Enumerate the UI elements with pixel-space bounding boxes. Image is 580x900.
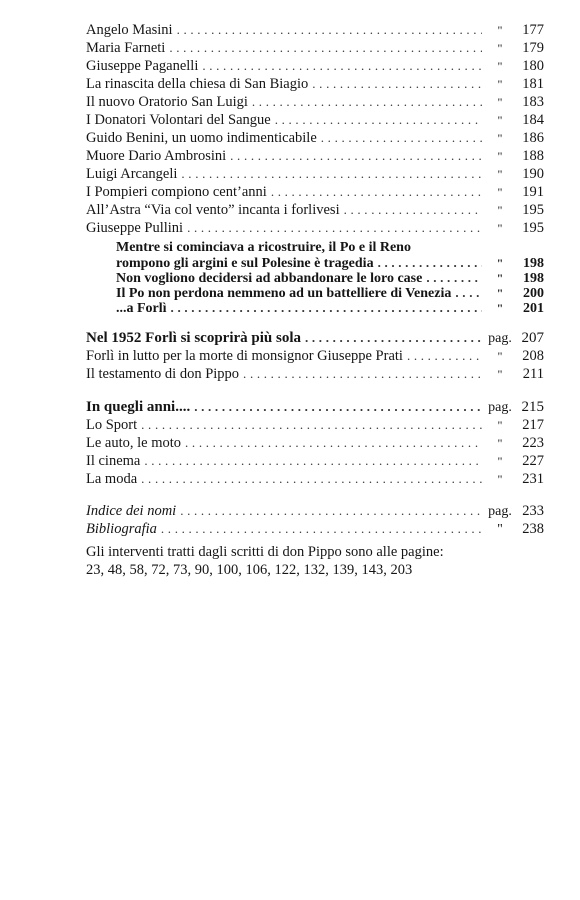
page-number: 208 — [522, 348, 544, 364]
dot-leader — [271, 183, 482, 201]
page-number: 179 — [522, 40, 544, 56]
ditto-mark: " — [497, 23, 503, 37]
toc-entry — [86, 219, 544, 237]
page-number: 227 — [522, 453, 544, 469]
ditto-mark: " — [497, 522, 503, 537]
ditto-mark: " — [497, 149, 503, 163]
ditto-mark: " — [497, 77, 503, 91]
entry-title: Bibliografia — [86, 521, 157, 537]
footnote — [86, 543, 556, 579]
ditto-mark: " — [497, 221, 503, 235]
page-number: 238 — [522, 521, 544, 537]
toc-entry — [86, 452, 544, 470]
ditto-mark: " — [497, 41, 503, 55]
page-number: 183 — [522, 94, 544, 110]
dot-leader — [171, 300, 482, 315]
entry-title: Le auto, le moto — [86, 435, 182, 451]
toc-entry — [86, 39, 544, 57]
entry-title: Il Po non perdona nemmeno ad un battelliere di Venezia — [116, 286, 452, 301]
dot-leader — [161, 520, 482, 538]
footnote-line: Gli interventi tratti dagli scritti di don Pippo sono alle pagine: — [86, 544, 444, 560]
dot-leader — [305, 329, 482, 347]
entry-title: Guido Benini, un uomo indimenticabile — [86, 130, 317, 146]
dot-leader — [275, 111, 482, 129]
dot-leader — [407, 347, 482, 365]
ditto-mark: " — [497, 167, 503, 181]
toc-entry — [86, 165, 544, 183]
page-number: 181 — [522, 76, 544, 92]
dot-leader — [181, 165, 482, 183]
page-number: 188 — [522, 148, 544, 164]
entry-title: Maria Farneti — [86, 40, 166, 56]
page-number: 201 — [523, 301, 544, 316]
entry-title: Il cinema — [86, 453, 141, 469]
ditto-mark: " — [497, 418, 503, 432]
entry-title: Non vogliono decidersi ad abbandonare le loro case — [116, 271, 423, 286]
toc-entry — [86, 201, 544, 219]
toc-entry — [86, 416, 544, 434]
toc-entry — [86, 470, 544, 488]
entry-title: Giuseppe Pullini — [86, 220, 184, 236]
dot-leader — [177, 21, 482, 39]
entry-title: Il nuovo Oratorio San Luigi — [86, 94, 248, 110]
ditto-mark: " — [497, 367, 503, 381]
toc-entry — [86, 347, 544, 365]
toc-section-heading — [86, 398, 544, 416]
dot-leader — [321, 129, 482, 147]
toc-entry — [86, 111, 544, 129]
toc-entry — [86, 129, 544, 147]
entry-title: La moda — [86, 471, 138, 487]
toc-entry — [86, 365, 544, 383]
dot-leader — [194, 398, 482, 416]
toc-entry — [86, 21, 544, 39]
ditto-mark: " — [496, 286, 504, 300]
entry-title: Muore Dario Ambrosini — [86, 148, 227, 164]
entry-title: I Donatori Volontari del Sangue — [86, 112, 271, 128]
toc-entry — [86, 183, 544, 201]
dot-leader — [141, 470, 482, 488]
dot-leader — [185, 434, 482, 452]
dot-leader — [243, 365, 482, 383]
footnote-pages: 23, 48, 58, 72, 73, 90, 100, 106, 122, 132, 139, 143, 203 — [86, 562, 413, 578]
toc-subentry-heading — [86, 240, 544, 255]
ditto-mark: " — [497, 349, 503, 363]
table-of-contents — [86, 21, 544, 538]
entry-title: Giuseppe Paganelli — [86, 58, 199, 74]
pag-label: pag. — [488, 504, 512, 519]
pag-label: pag. — [488, 400, 512, 415]
page-number: 177 — [522, 22, 544, 38]
toc-section-heading — [86, 329, 544, 347]
toc-entry — [86, 502, 544, 520]
entry-title: Mentre si cominciava a ricostruire, il Po e il Reno — [116, 240, 411, 255]
toc-entry — [86, 434, 544, 452]
ditto-mark: " — [497, 472, 503, 486]
ditto-mark: " — [497, 185, 503, 199]
entry-title: Luigi Arcangeli — [86, 166, 178, 182]
page-number: 200 — [523, 286, 544, 301]
page-number: 207 — [521, 330, 544, 346]
page-number: 215 — [521, 399, 544, 415]
ditto-mark: " — [497, 131, 503, 145]
dot-leader — [312, 75, 482, 93]
toc-subentry — [86, 285, 544, 300]
page-number: 186 — [522, 130, 544, 146]
dot-leader — [426, 270, 482, 285]
dot-leader — [202, 57, 482, 75]
entry-title: Lo Sport — [86, 417, 138, 433]
section-title: In quegli anni.... — [86, 399, 191, 415]
ditto-mark: " — [497, 113, 503, 127]
dot-leader — [144, 452, 482, 470]
toc-entry — [86, 147, 544, 165]
dot-leader — [187, 219, 482, 237]
page-number: 195 — [522, 202, 544, 218]
entry-title: Angelo Masini — [86, 22, 173, 38]
entry-title: Indice dei nomi — [86, 503, 177, 519]
dot-leader — [378, 255, 482, 270]
toc-subentry — [86, 300, 544, 315]
page-number: 231 — [522, 471, 544, 487]
entry-title: Il testamento di don Pippo — [86, 366, 240, 382]
dot-leader — [141, 416, 482, 434]
dot-leader — [230, 147, 482, 165]
entry-title: ...a Forlì — [116, 301, 167, 316]
ditto-mark: " — [496, 271, 504, 285]
ditto-mark: " — [496, 301, 504, 315]
toc-entry — [86, 520, 544, 538]
toc-subentry — [86, 270, 544, 285]
toc-entry — [86, 57, 544, 75]
dot-leader — [252, 93, 482, 111]
dot-leader — [455, 285, 482, 300]
toc-entry — [86, 93, 544, 111]
ditto-mark: " — [497, 95, 503, 109]
entry-title: La rinascita della chiesa di San Biagio — [86, 76, 309, 92]
dot-leader — [344, 201, 482, 219]
ditto-mark: " — [497, 203, 503, 217]
page-number: 180 — [522, 58, 544, 74]
page-number: 198 — [523, 271, 544, 286]
pag-label: pag. — [488, 331, 512, 346]
entry-title: rompono gli argini e sul Polesine è tragedia — [116, 256, 374, 271]
entry-title: I Pompieri compiono cent’anni — [86, 184, 267, 200]
entry-title: Forlì in lutto per la morte di monsignor Giuseppe Prati — [86, 348, 403, 364]
page-number: 233 — [522, 503, 544, 519]
entry-title: All’Astra “Via col vento” incanta i forlivesi — [86, 202, 340, 218]
page-number: 217 — [522, 417, 544, 433]
toc-subentry — [86, 255, 544, 270]
dot-leader — [180, 502, 482, 520]
ditto-mark: " — [497, 454, 503, 468]
ditto-mark: " — [497, 436, 503, 450]
section-title: Nel 1952 Forlì si scoprirà più sola — [86, 330, 301, 346]
ditto-mark: " — [497, 59, 503, 73]
page-number: 195 — [522, 220, 544, 236]
dot-leader — [169, 39, 482, 57]
page-number: 191 — [522, 184, 544, 200]
toc-entry — [86, 75, 544, 93]
page-number: 211 — [522, 366, 544, 382]
page-number: 198 — [523, 256, 544, 271]
page-number: 223 — [522, 435, 544, 451]
page-number: 190 — [522, 166, 544, 182]
page-number: 184 — [522, 112, 544, 128]
ditto-mark: " — [496, 256, 504, 270]
